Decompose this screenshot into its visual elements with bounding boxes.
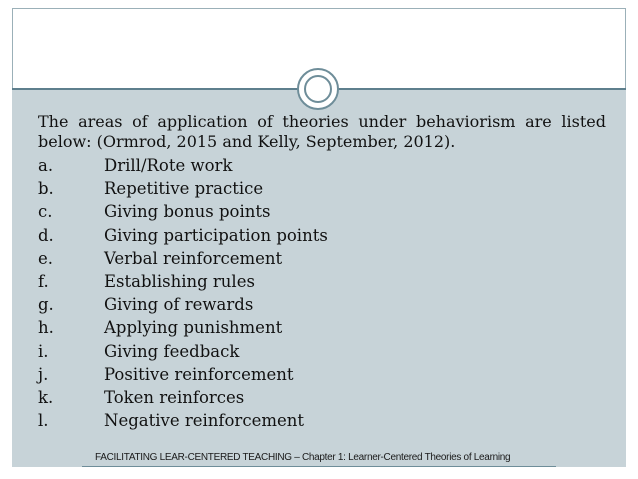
- list-marker: f.: [38, 271, 49, 291]
- list-item: [38, 247, 328, 270]
- list-item-text: Repetitive practice: [104, 179, 264, 199]
- list-marker: i.: [38, 341, 49, 361]
- frame-left-border: [12, 8, 13, 90]
- list-item: [38, 340, 328, 363]
- list-item-text: Establishing rules: [104, 271, 255, 291]
- list-item: [38, 200, 328, 223]
- list-item-text: Applying punishment: [104, 318, 283, 338]
- list-item-text: Drill/Rote work: [104, 156, 233, 175]
- list-item-text: Giving bonus points: [104, 202, 271, 222]
- list-item: [38, 154, 328, 177]
- list-item-text: Negative reinforcement: [104, 411, 304, 431]
- list-item: [38, 224, 328, 247]
- application-list: [38, 154, 328, 432]
- list-item-text: Positive reinforcement: [104, 364, 294, 384]
- list-item: [38, 270, 328, 293]
- frame-right-border: [625, 8, 626, 90]
- list-item-text: Giving participation points: [104, 225, 328, 245]
- list-marker: k.: [38, 387, 54, 407]
- list-marker: g.: [38, 295, 54, 315]
- list-item: [38, 316, 328, 339]
- list-marker: d.: [38, 225, 54, 245]
- list-marker: l.: [38, 411, 49, 431]
- list-item: [38, 177, 328, 200]
- list-item: [38, 363, 328, 386]
- list-marker: j.: [38, 364, 49, 384]
- list-marker: b.: [38, 179, 54, 199]
- intro-paragraph: The areas of application of theories under behaviorism are listed below: (Ormrod, 2015 and Kelly, September, 2012).: [38, 112, 606, 151]
- footer-rule: [82, 466, 556, 467]
- list-marker: a.: [38, 156, 54, 175]
- footer-text: FACILITATING LEAR-CENTERED TEACHING – Chapter 1: Learner-Centered Theories of Learning: [95, 452, 511, 463]
- list-item: [38, 293, 328, 316]
- list-item: [38, 409, 328, 432]
- list-item: [38, 386, 328, 409]
- list-item-text: Token reinforces: [104, 387, 245, 407]
- list-item-text: Giving feedback: [104, 341, 240, 361]
- list-marker: h.: [38, 318, 54, 338]
- list-marker: c.: [38, 202, 53, 222]
- list-marker: e.: [38, 248, 54, 268]
- list-item-text: Giving of rewards: [104, 295, 254, 315]
- list-item-text: Verbal reinforcement: [104, 248, 283, 268]
- circle-ornament-inner-icon: [304, 75, 332, 103]
- frame-top-border: [12, 8, 626, 9]
